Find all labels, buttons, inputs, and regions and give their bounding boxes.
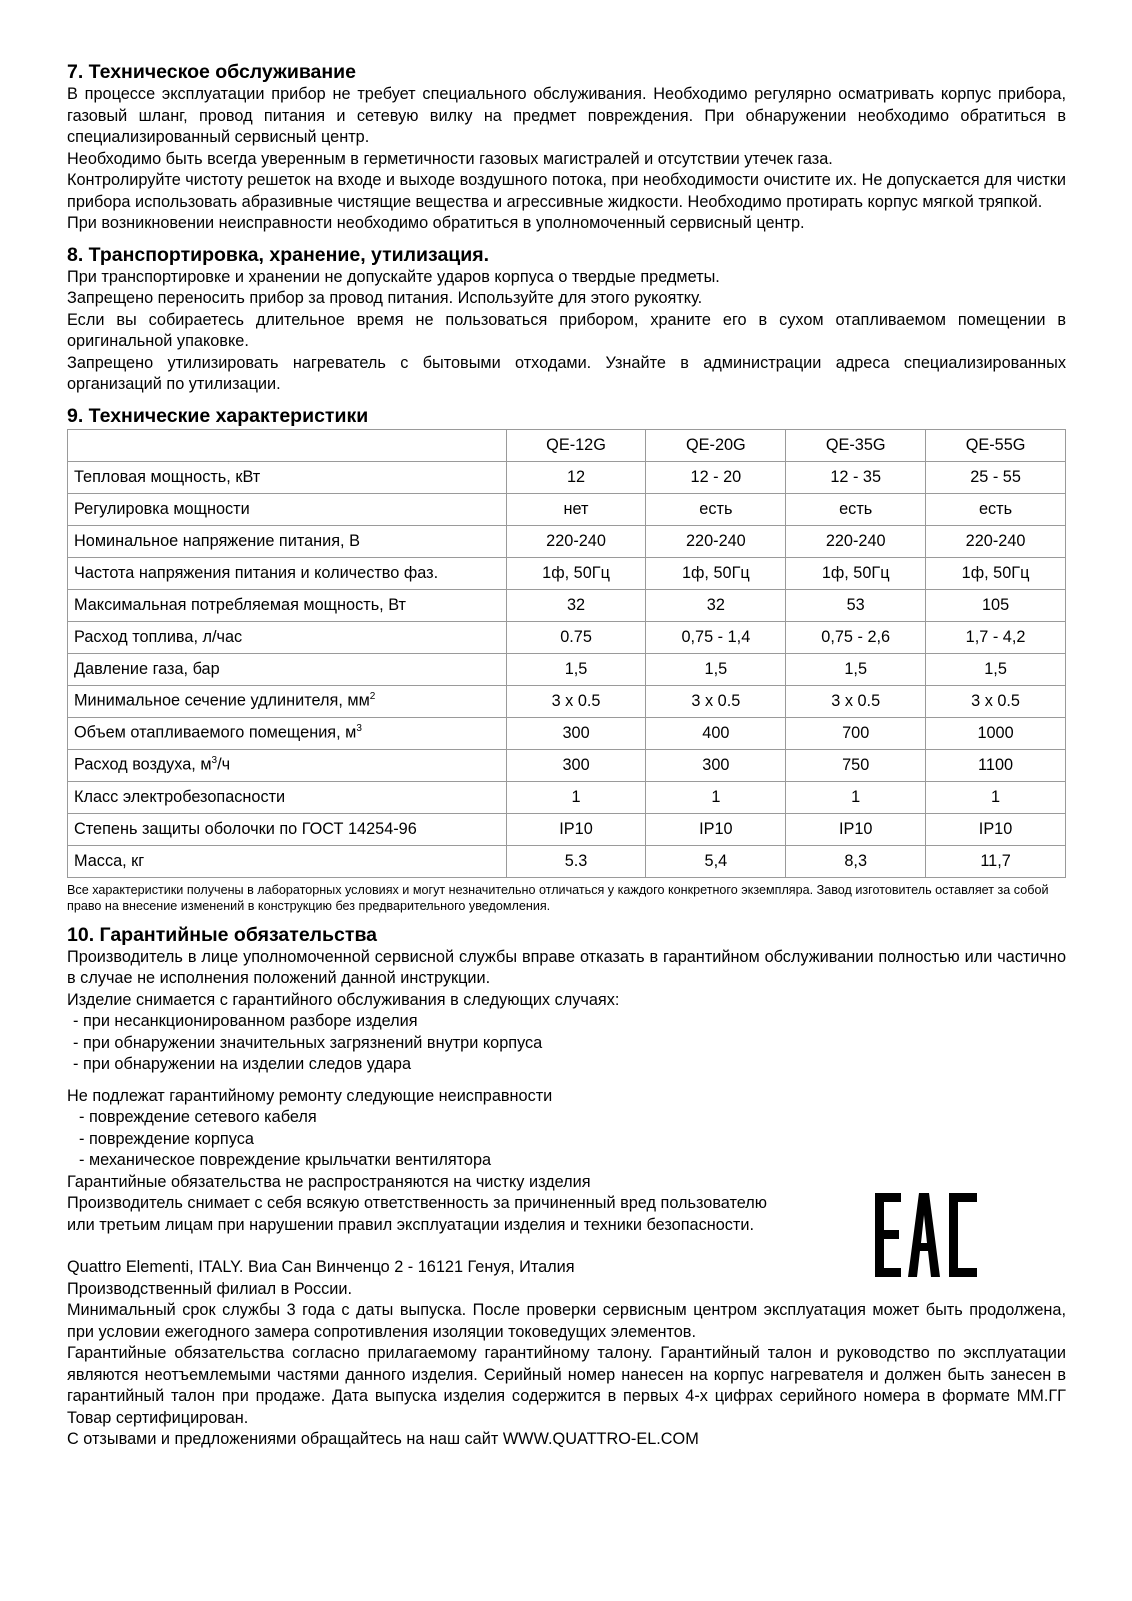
eac-mark-icon: [875, 1193, 983, 1282]
contact-line: С отзывами и предложениями обращайтесь на наш сайт WWW.QUATTRO-EL.COM: [67, 1430, 699, 1448]
list-item: - при обнаружении на изделии следов удара: [73, 1055, 412, 1073]
paragraph: Если вы собираетесь длительное время не пользоваться прибором, храните его в сухом отапливаемом помещении в оригинальной упаковке.: [67, 310, 1066, 350]
spec-value: 1,5: [926, 653, 1066, 685]
spec-value: есть: [646, 493, 786, 525]
section-title: 7. Техническое обслуживание: [67, 61, 357, 83]
list-item: - повреждение сетевого кабеля: [79, 1108, 317, 1126]
warranty-info: Гарантийные обязательства согласно прилагаемому гарантийному талону. Гарантийный талон и руководство по эксплуатации являются неотъемлемыми частями данного изделия. Серийный номер нанесен на корпус нагревателя и должен быть занесен в гарантийный талон при продаже. Дата выпуска изделия содержится в первых 4-х цифрах серийного номера в формате ММ.ГГ Товар сертифицирован.: [67, 1344, 1066, 1427]
spec-value: 1: [926, 781, 1066, 813]
spec-label: Частота напряжения питания и количество фаз.: [68, 557, 507, 589]
section-title: 8. Транспортировка, хранение, утилизация.: [67, 243, 490, 266]
spec-value: 12: [506, 461, 646, 493]
paragraph: Производитель в лице уполномоченной сервисной службы вправе отказать в гарантийном обслуживании полностью или частично в случае не исполнения положений данной инструкции.: [67, 947, 1066, 987]
spec-value: 220-240: [786, 525, 926, 557]
spec-label: Регулировка мощности: [68, 493, 507, 525]
spec-value: 3 x 0.5: [926, 685, 1066, 717]
spec-value: 1,7 - 4,2: [926, 621, 1066, 653]
paragraph: Контролируйте чистоту решеток на входе и выходе воздушного потока, при необходимости очистите их. Не допускается для чистки прибора использовать абразивные чистящие вещества и агрессивные жидкости. Необходимо протирать корпус мягкой тряпкой.: [67, 171, 1066, 211]
spec-value: 3 x 0.5: [646, 685, 786, 717]
spec-value: 1ф, 50Гц: [646, 557, 786, 589]
spec-value: 12 - 35: [786, 461, 926, 493]
table-row: [68, 493, 1066, 525]
section-title: 10. Гарантийные обязательства: [67, 923, 378, 946]
list-item: - повреждение корпуса: [79, 1129, 254, 1148]
spec-value: 220-240: [646, 525, 786, 557]
spec-value: 105: [926, 589, 1066, 621]
spec-value: 3 x 0.5: [786, 685, 926, 717]
section-specifications: [67, 404, 1066, 914]
model-header: QE-35G: [786, 429, 926, 461]
spec-value: 8,3: [786, 845, 926, 877]
spec-value: IP10: [646, 813, 786, 845]
model-header: QE-55G: [926, 429, 1066, 461]
manufacturer-info: [67, 1257, 1066, 1451]
list-item: - при обнаружении значительных загрязнений внутри корпуса: [73, 1033, 543, 1052]
spec-value: 5.3: [506, 845, 646, 877]
section-title: 9. Технические характеристики: [67, 404, 369, 427]
spec-value: 0,75 - 1,4: [646, 621, 786, 653]
table-row: [68, 557, 1066, 589]
spec-value: 0.75: [506, 621, 646, 653]
spec-value: есть: [786, 493, 926, 525]
spec-value: 300: [506, 749, 646, 781]
spec-label: Расход топлива, л/час: [68, 621, 507, 653]
spec-value: 32: [506, 589, 646, 621]
spec-value: 700: [786, 717, 926, 749]
spec-value: 300: [506, 717, 646, 749]
spec-value: 1ф, 50Гц: [506, 557, 646, 589]
spec-value: 0,75 - 2,6: [786, 621, 926, 653]
spec-value: 400: [646, 717, 786, 749]
model-header: QE-12G: [506, 429, 646, 461]
paragraph: При транспортировке и хранении не допускайте ударов корпуса о твердые предметы.: [67, 267, 720, 286]
table-row: [68, 461, 1066, 493]
spec-label: Номинальное напряжение питания, В: [68, 525, 507, 557]
spec-value: 1: [646, 781, 786, 813]
spec-label: Масса, кг: [68, 845, 507, 877]
model-header: QE-20G: [646, 429, 786, 461]
spec-value: 1ф, 50Гц: [926, 557, 1066, 589]
paragraph: Запрещено переносить прибор за провод питания. Используйте для этого рукоятку.: [67, 289, 703, 307]
table-row: [68, 653, 1066, 685]
paragraph: Производитель снимает с себя всякую ответственность за причиненный вред пользователю: [67, 1194, 768, 1212]
spec-value: есть: [926, 493, 1066, 525]
spec-value: 3 x 0.5: [506, 685, 646, 717]
spec-value: 1,5: [506, 653, 646, 685]
service-life: Минимальный срок службы 3 года с даты выпуска. После проверки сервисным центром эксплуатация может быть продолжена, при условии ежегодного замера сопротивления изоляции токоведущих элементов.: [67, 1301, 1066, 1341]
paragraph: Гарантийные обязательства не распространяются на чистку изделия: [67, 1172, 591, 1191]
list-item: - при несанкционированном разборе изделия: [73, 1012, 418, 1030]
spec-label: Давление газа, бар: [68, 653, 507, 685]
table-row: [68, 813, 1066, 845]
spec-label: Класс электробезопасности: [68, 781, 507, 813]
spec-value: 53: [786, 589, 926, 621]
spec-value: 220-240: [926, 525, 1066, 557]
spec-label: Минимальное сечение удлинителя, $мм^2$: [68, 685, 507, 717]
spec-value: 32: [646, 589, 786, 621]
paragraph: Изделие снимается с гарантийного обслуживания в следующих случаях:: [67, 990, 620, 1009]
spec-value: 1,5: [646, 653, 786, 685]
spec-label: Степень защиты оболочки по ГОСТ 14254-96: [68, 813, 507, 845]
spec-value: 1ф, 50Гц: [786, 557, 926, 589]
paragraph: Необходимо быть всегда уверенным в герметичности газовых магистралей и отсутствии утечек газа.: [67, 149, 833, 168]
spec-value: 750: [786, 749, 926, 781]
spec-value: 220-240: [506, 525, 646, 557]
section-maintenance: [67, 60, 1066, 235]
section-transport-storage: [67, 243, 1066, 396]
eac-logo-svg: [875, 1193, 983, 1277]
table-row: [68, 685, 1066, 717]
section-warranty: [67, 923, 1066, 1237]
spec-value: 1: [786, 781, 926, 813]
spec-label: Расход воздуха, $м^3/ч$: [68, 749, 507, 781]
spec-value: 1: [506, 781, 646, 813]
spec-value: IP10: [926, 813, 1066, 845]
table-header-row: [68, 429, 1066, 461]
table-row: [68, 621, 1066, 653]
spec-value: 1000: [926, 717, 1066, 749]
specs-note: Все характеристики получены в лабораторных условиях и могут незначительно отличаться у каждого конкретного экземпляра. Завод изготовитель оставляет за собой право на внесение изменений в конструкцию без предварительного уведомления.: [67, 882, 1049, 913]
spec-label: Максимальная потребляемая мощность, Вт: [68, 589, 507, 621]
table-row: [68, 525, 1066, 557]
table-corner-cell: [68, 429, 507, 461]
table-row: [68, 589, 1066, 621]
list-item: - механическое повреждение крыльчатки вентилятора: [79, 1151, 492, 1169]
paragraph: Запрещено утилизировать нагреватель с бытовыми отходами. Узнайте в администрации адреса специализированных организаций по утилизации.: [67, 353, 1066, 393]
spec-value: 300: [646, 749, 786, 781]
spec-value: нет: [506, 493, 646, 525]
paragraph: В процессе эксплуатации прибор не требует специального обслуживания. Необходимо регулярно осматривать корпус прибора, газовый шланг, провод питания и сетевую вилку на предмет повреждения. При обнаружении необходимо обратиться в специализированный сервисный центр.: [67, 85, 1066, 146]
spec-value: 25 - 55: [926, 461, 1066, 493]
spec-value: 1,5: [786, 653, 926, 685]
address: Quattro Elementi, ITALY. Виа Сан Винченцо 2 - 16121 Генуя, Италия: [67, 1258, 575, 1276]
specs-table: [67, 429, 1066, 878]
spec-value: 1100: [926, 749, 1066, 781]
table-row: [68, 749, 1066, 781]
spec-label: Объем отапливаемого помещения, $м^3$: [68, 717, 507, 749]
branch: Производственный филиал в России.: [67, 1279, 352, 1298]
table-row: [68, 845, 1066, 877]
paragraph: Не подлежат гарантийному ремонту следующие неисправности: [67, 1086, 553, 1105]
spec-label: Тепловая мощность, кВт: [68, 461, 507, 493]
spec-value: 5,4: [646, 845, 786, 877]
spec-value: IP10: [786, 813, 926, 845]
spec-value: IP10: [506, 813, 646, 845]
spec-value: 11,7: [926, 845, 1066, 877]
spec-value: 12 - 20: [646, 461, 786, 493]
paragraph: или третьим лицам при нарушении правил эксплуатации изделия и техники безопасности.: [67, 1215, 754, 1234]
table-row: [68, 781, 1066, 813]
table-row: [68, 717, 1066, 749]
paragraph: При возникновении неисправности необходимо обратиться в уполномоченный сервисный центр.: [67, 214, 805, 232]
